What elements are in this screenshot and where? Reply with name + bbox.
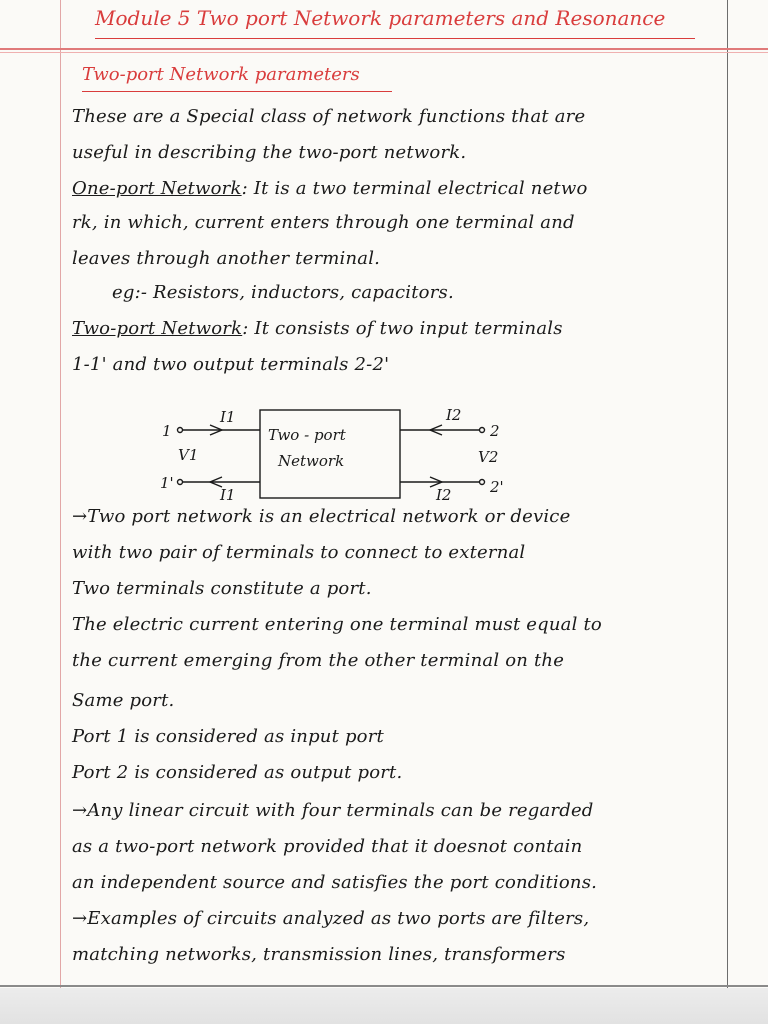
label-i1-bottom: I1 bbox=[220, 486, 236, 504]
label-i1-top: I1 bbox=[220, 408, 236, 426]
box-label-line-1: Two - port bbox=[268, 426, 346, 444]
body-line-12: →Examples of circuits analyzed as two ports are filters, bbox=[72, 908, 590, 929]
one-port-example: eg:- Resistors, inductors, capacitors. bbox=[112, 282, 454, 303]
label-i2-top: I2 bbox=[446, 406, 462, 424]
title-underline bbox=[95, 38, 695, 39]
label-terminal-2: 2 bbox=[490, 422, 500, 440]
intro-line-1: These are a Special class of network functions that are bbox=[72, 106, 586, 127]
left-margin-line bbox=[60, 0, 61, 1024]
body-line-2: with two pair of terminals to connect to external bbox=[72, 542, 526, 563]
body-line-1: →Two port network is an electrical network or device bbox=[72, 506, 571, 527]
terminal-2p-icon bbox=[480, 480, 485, 485]
two-port-term: Two-port Network bbox=[72, 318, 243, 339]
scan-bottom-edge bbox=[0, 988, 768, 1024]
two-port-definition-line-1 bbox=[72, 318, 722, 339]
two-port-network-diagram bbox=[150, 400, 530, 510]
body-line-9: →Any linear circuit with four terminals can be regarded bbox=[72, 800, 594, 821]
label-v2: V2 bbox=[478, 448, 499, 466]
one-port-definition-line-1 bbox=[72, 178, 722, 199]
label-terminal-2p: 2' bbox=[490, 478, 504, 496]
one-port-definition-line-2: rk, in which, current enters through one terminal and bbox=[72, 212, 575, 233]
label-i2-bottom: I2 bbox=[436, 486, 452, 504]
box-label-line-2: Network bbox=[278, 452, 345, 470]
body-line-4: The electric current entering one terminal must equal to bbox=[72, 614, 602, 635]
header-rule-secondary bbox=[0, 52, 768, 53]
label-terminal-1: 1 bbox=[162, 422, 172, 440]
body-line-13: matching networks, transmission lines, transformers bbox=[72, 944, 566, 965]
terminal-1p-icon bbox=[178, 480, 183, 485]
body-line-8: Port 2 is considered as output port. bbox=[72, 762, 403, 783]
terminal-2-icon bbox=[480, 428, 485, 433]
header-rule bbox=[0, 48, 768, 50]
body-line-10: as a two-port network provided that it doesnot contain bbox=[72, 836, 583, 857]
body-line-11: an independent source and satisfies the port conditions. bbox=[72, 872, 598, 893]
label-v1: V1 bbox=[178, 446, 199, 464]
two-port-text: : It consists of two input terminals bbox=[242, 318, 563, 339]
body-line-6: Same port. bbox=[72, 690, 175, 711]
two-port-definition-line-2: 1-1' and two output terminals 2-2' bbox=[72, 354, 390, 375]
footer-rule bbox=[0, 985, 768, 987]
intro-line-2: useful in describing the two-port network. bbox=[72, 142, 467, 163]
page-title: Module 5 Two port Network parameters and Resonance bbox=[95, 6, 666, 30]
body-line-3: Two terminals constitute a port. bbox=[72, 578, 372, 599]
terminal-1-icon bbox=[178, 428, 183, 433]
body-line-7: Port 1 is considered as input port bbox=[72, 726, 384, 747]
one-port-term: One-port Network bbox=[72, 178, 242, 199]
body-line-5: the current emerging from the other terminal on the bbox=[72, 650, 565, 671]
one-port-definition-line-3: leaves through another terminal. bbox=[72, 248, 381, 269]
one-port-text: : It is a two terminal electrical netwo bbox=[241, 178, 588, 199]
label-terminal-1p: 1' bbox=[160, 474, 174, 492]
right-margin-line bbox=[727, 0, 728, 1024]
section-underline bbox=[82, 91, 392, 92]
section-heading: Two-port Network parameters bbox=[82, 64, 360, 85]
